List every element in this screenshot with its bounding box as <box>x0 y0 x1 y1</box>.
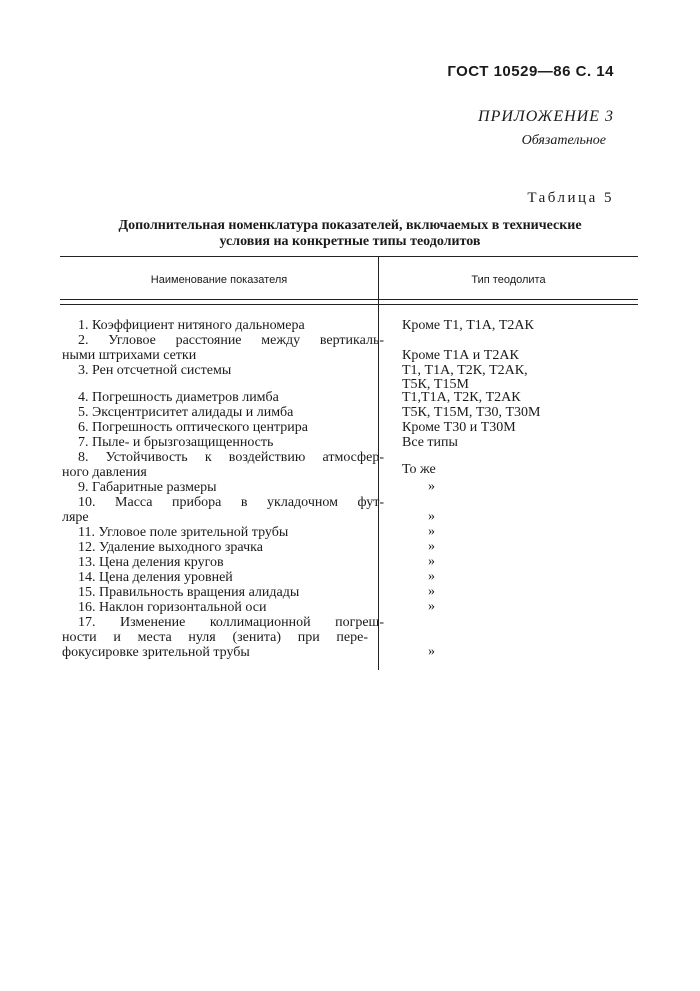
table-row-label: 11. Угловое поле зрительной трубы <box>78 525 289 540</box>
ditto-mark: » <box>428 569 435 584</box>
appendix-status: Обязательное <box>521 133 606 148</box>
ditto-mark: » <box>428 479 435 494</box>
table-row-label: 17. Изменение коллимационной погреш- <box>78 615 384 630</box>
ditto-mark: » <box>428 599 435 614</box>
table-row-label: 12. Удаление выходного зрачка <box>78 540 263 555</box>
table-cell-type: Кроме Т30 и Т30М <box>402 420 516 435</box>
table-cell-type: Т1,Т1А, Т2К, Т2АК <box>402 390 521 405</box>
table-cell-type: Все типы <box>402 435 458 450</box>
table-row-label: ного давления <box>62 465 147 480</box>
table-top-rule <box>60 256 638 257</box>
caption-line: условия на конкретные типы теодолитов <box>219 234 481 249</box>
header-rule <box>60 299 638 300</box>
table-row-label: 9. Габаритные размеры <box>78 480 217 495</box>
table-row-label: 1. Коэффициент нитяного дальномера <box>78 318 305 333</box>
ditto-mark: » <box>428 509 435 524</box>
table-row-label: 8. Устойчивость к воздействию атмосфер- <box>78 450 384 465</box>
ditto-mark: » <box>428 524 435 539</box>
document-reference: ГОСТ 10529—86 С. 14 <box>447 63 614 80</box>
table-row-label: 7. Пыле- и брызгозащищенность <box>78 435 274 450</box>
table-row-label: 10. Масса прибора в укладочном фут- <box>78 495 384 510</box>
column-header-name: Наименование показателя <box>150 274 288 286</box>
ditto-mark: » <box>428 539 435 554</box>
column-header-type: Тип теодолита <box>471 274 546 286</box>
table-row-label: 2. Угловое расстояние между вертикаль- <box>78 333 384 348</box>
table-cell-type: Т5К, Т15М <box>402 377 469 392</box>
table-cell-type: Т1, Т1А, Т2К, Т2АК, <box>402 363 528 378</box>
ditto-mark: » <box>428 554 435 569</box>
table-cell-type: Кроме Т1, Т1А, Т2АК <box>402 318 534 333</box>
table-row-label: 13. Цена деления кругов <box>78 555 224 570</box>
table-row-label: ляре <box>62 510 89 525</box>
table-row-label: ными штрихами сетки <box>62 348 197 363</box>
table-row-label: ности и места нуля (зенита) при пере- <box>62 630 368 645</box>
table-cell-type: Т5К, Т15М, Т30, Т30М <box>402 405 541 420</box>
table-row-label: 3. Рен отсчетной системы <box>78 363 232 378</box>
table-row-label: 15. Правильность вращения алидады <box>78 585 300 600</box>
table-cell-type: То же <box>402 462 436 477</box>
table-row-label: 5. Эксцентриситет алидады и лимба <box>78 405 294 420</box>
table-row-label: 14. Цена деления уровней <box>78 570 233 585</box>
table-cell-type: Кроме Т1А и Т2АК <box>402 348 519 363</box>
table-row-label: фокусировке зрительной трубы <box>62 645 250 660</box>
header-rule <box>60 304 638 305</box>
ditto-mark: » <box>428 584 435 599</box>
caption-line: Дополнительная номенклатура показателей, включаемых в технические <box>118 218 582 233</box>
table-number: Таблица 5 <box>527 190 614 206</box>
table-row-label: 6. Погрешность оптического центрира <box>78 420 309 435</box>
table-row-label: 16. Наклон горизонтальной оси <box>78 600 267 615</box>
table-caption <box>60 218 640 250</box>
table-row-label: 4. Погрешность диаметров лимба <box>78 390 279 405</box>
ditto-mark: » <box>428 644 435 659</box>
appendix-title: ПРИЛОЖЕНИЕ 3 <box>478 108 614 125</box>
